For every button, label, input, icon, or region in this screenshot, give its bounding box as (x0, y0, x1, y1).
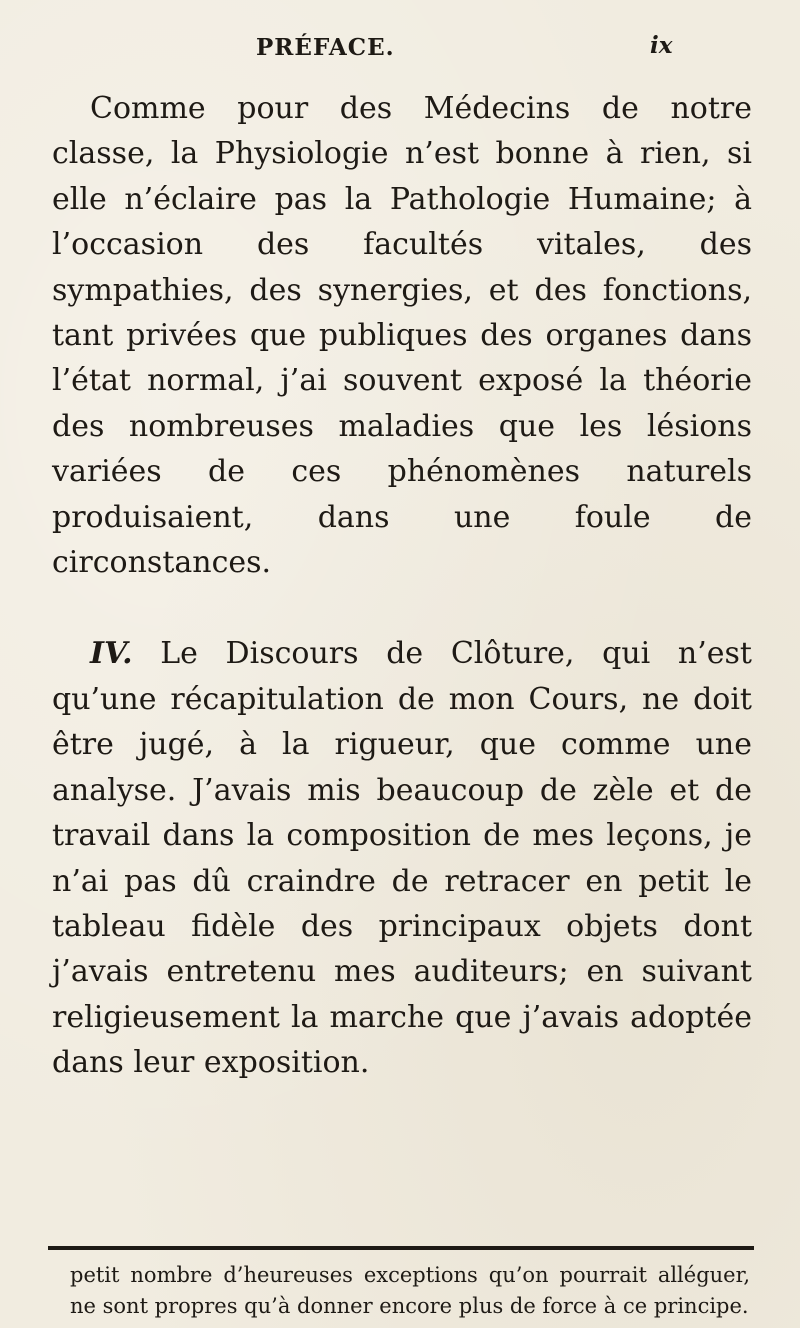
footnote-rule (48, 1246, 754, 1250)
paragraph-2-text: Le Discours de Clôture, qui n’est qu’une récapitulation de mon Cours, ne doit être jugé, à la rigueur, que comme une analyse. J’avais mis beaucoup de zèle et de travail dans la composition de mes leçons, je n’ai pas dû craindre de retracer en petit le tableau fidèle des principaux objets dont j’avais entretenu mes auditeurs; en suivant religieusement la marche que j’avais adoptée dans leur exposition. (52, 636, 752, 1081)
paragraph-1: Comme pour des Médecins de notre classe, la Physiologie n’est bonne à rien, si elle n’éclaire pas la Pathologie Humaine; à l’occasion des facultés vitales, des sympathies, des synergies, et des fonctions, tant privées que publiques des organes dans l’état normal, j’ai souvent exposé la théorie des nombreuses maladies que les lésions variées de ces phénomènes naturels produisaient, dans une foule de circonstances. (52, 91, 752, 581)
main-text (52, 86, 752, 1086)
paragraph-gap (52, 585, 752, 631)
page-number: ix (650, 32, 673, 59)
section-number: IV. (90, 636, 133, 672)
paragraph-2 (52, 631, 752, 1085)
footnote: petit nombre d’heureuses exceptions qu’on pourrait alléguer, ne sont propres qu’à donner encore plus de force à ce principe. (70, 1263, 750, 1318)
running-head: PRÉFACE. (256, 34, 395, 61)
page-header (0, 28, 800, 68)
